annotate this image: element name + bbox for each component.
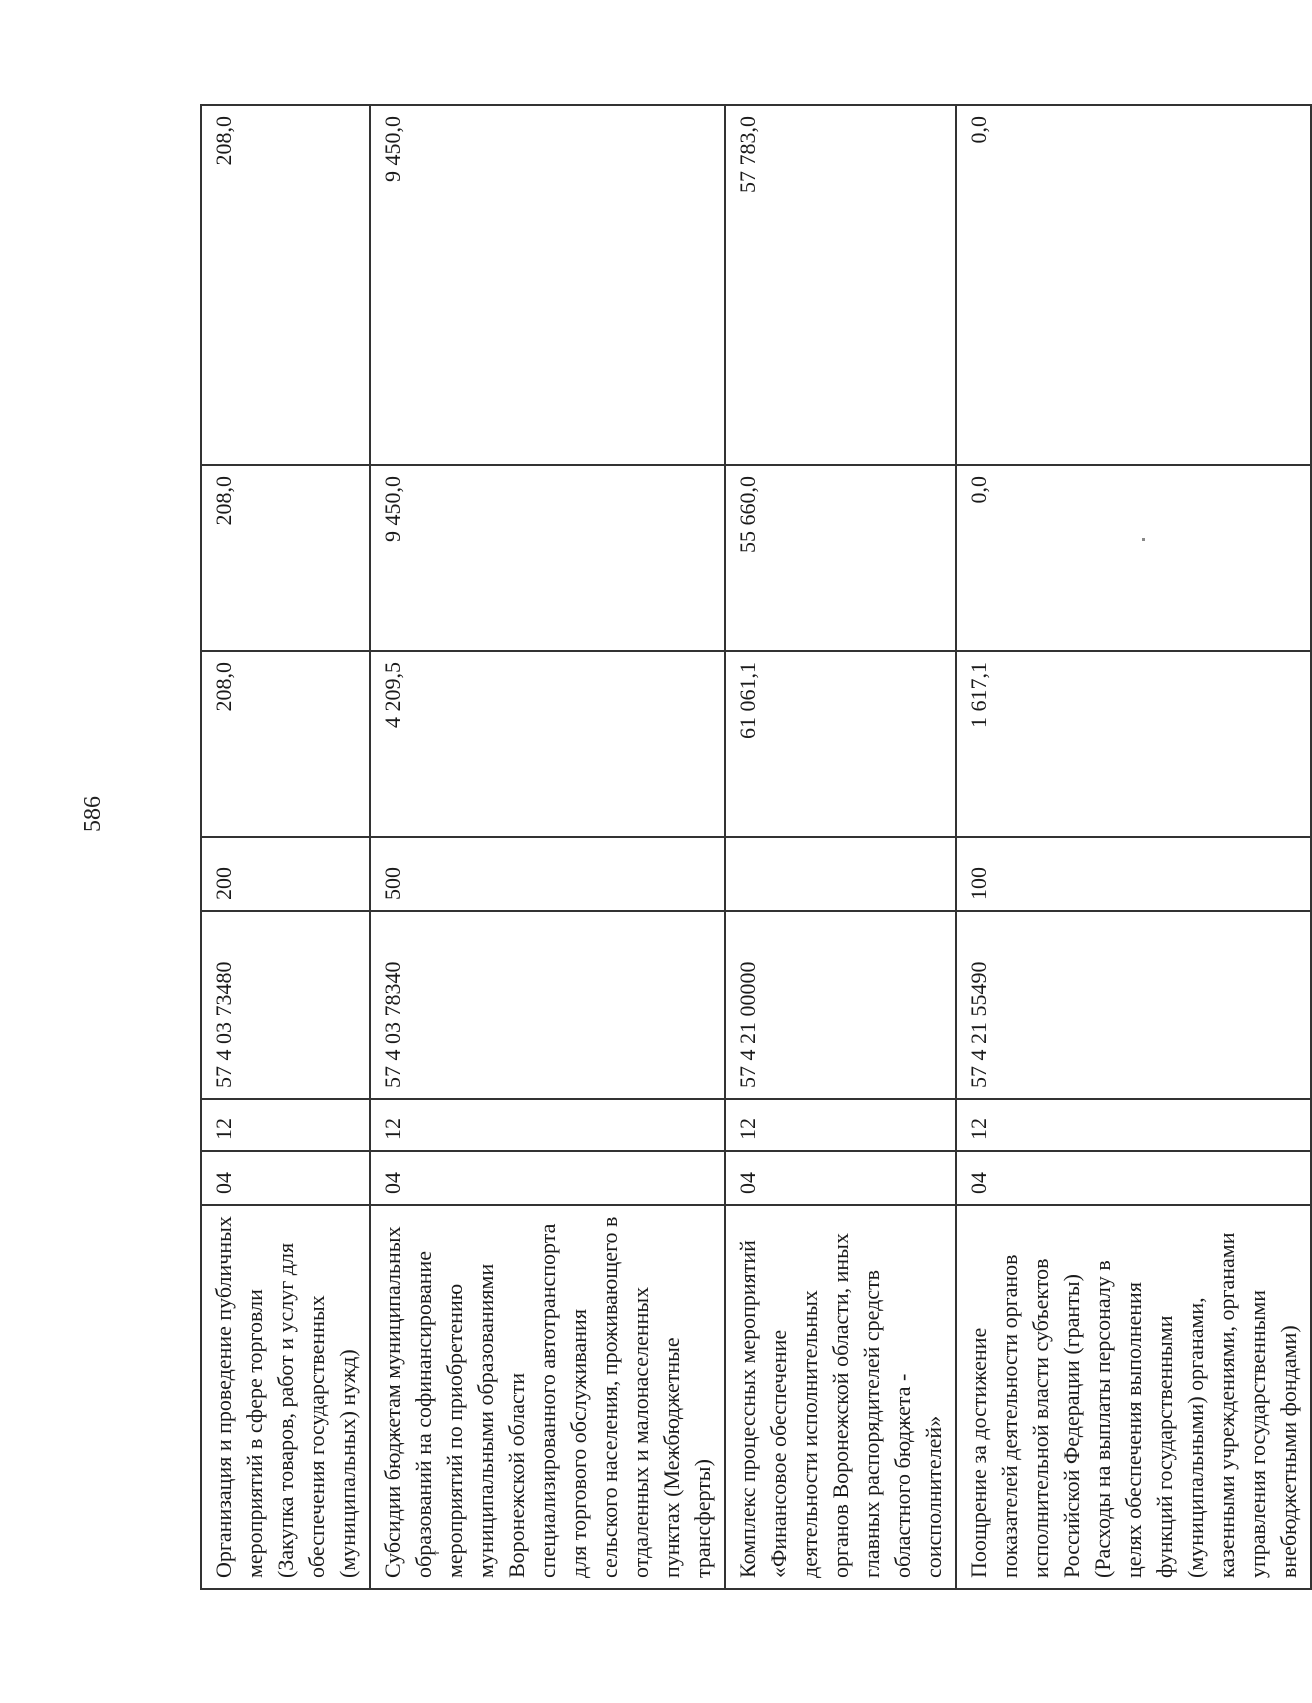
cell-rz: 04 [201,1151,370,1205]
cell-pr: 12 [725,1099,956,1151]
cell-pr: 12 [956,1099,1311,1151]
cell-name: Комплекс процессных мероприятий «Финансовое обеспечение деятельности исполнительных органов Воронежской области, иных главных распорядителей средств областного бюджета - соисполнителей» [725,1205,956,1589]
rotated-table-wrapper [200,106,1301,1590]
cell-value-2: 9 450,0 [370,465,725,651]
cell-value-2: 55 660,0 [725,465,956,651]
cell-csr: 57 4 21 55490 [956,911,1311,1099]
cell-value-2: 208,0 [201,465,370,651]
cell-vr [725,837,956,911]
cell-value-2: 0,0 [956,465,1311,651]
cell-vr: 100 [956,837,1311,911]
cell-value-3: 57 783,0 [725,105,956,465]
cell-name: Субсидии бюджетам муниципальных образований на софинансирование мероприятий по приобретению муниципальными образованиями Воронежской области специализированного автотранспорта для торгового обслуживания сельского населения, проживающего в отдаленных и малонаселенных пунктах (Межбюджетные трансферты) [370,1205,725,1589]
cell-rz: 04 [370,1151,725,1205]
cell-value-3: 208,0 [201,105,370,465]
cell-value-3: 0,0 [956,105,1311,465]
cell-value-3: 9 450,0 [370,105,725,465]
page-number: 586 [80,796,106,832]
cell-value-1: 1 617,1 [956,651,1311,837]
cell-name: Поощрение за достижение показателей деятельности органов исполнительной власти субъектов Российской Федерации (гранты) (Расходы на выплаты персоналу в целях обеспечения выполнения функций государственными (муниципальными) органами, казенными учреждениями, органами управления государственными внебюджетными фондами) [956,1205,1311,1589]
cell-name: Организация и проведение публичных мероприятий в сфере торговли (Закупка товаров, работ и услуг для обеспечения государственных (муниципальных) нужд) [201,1205,370,1589]
cell-value-1: 4 209,5 [370,651,725,837]
scan-speck [436,1552,439,1554]
cell-value-1: 208,0 [201,651,370,837]
cell-rz: 04 [956,1151,1311,1205]
table-row [725,105,956,1589]
table-row [370,105,725,1589]
table-row [201,105,370,1589]
cell-csr: 57 4 03 73480 [201,911,370,1099]
cell-vr: 200 [201,837,370,911]
cell-vr: 500 [370,837,725,911]
cell-rz: 04 [725,1151,956,1205]
budget-table [200,104,1312,1590]
cell-pr: 12 [370,1099,725,1151]
scan-speck [1142,538,1145,541]
cell-pr: 12 [201,1099,370,1151]
table-row [956,105,1311,1589]
cell-value-1: 61 061,1 [725,651,956,837]
cell-csr: 57 4 03 78340 [370,911,725,1099]
cell-csr: 57 4 21 00000 [725,911,956,1099]
